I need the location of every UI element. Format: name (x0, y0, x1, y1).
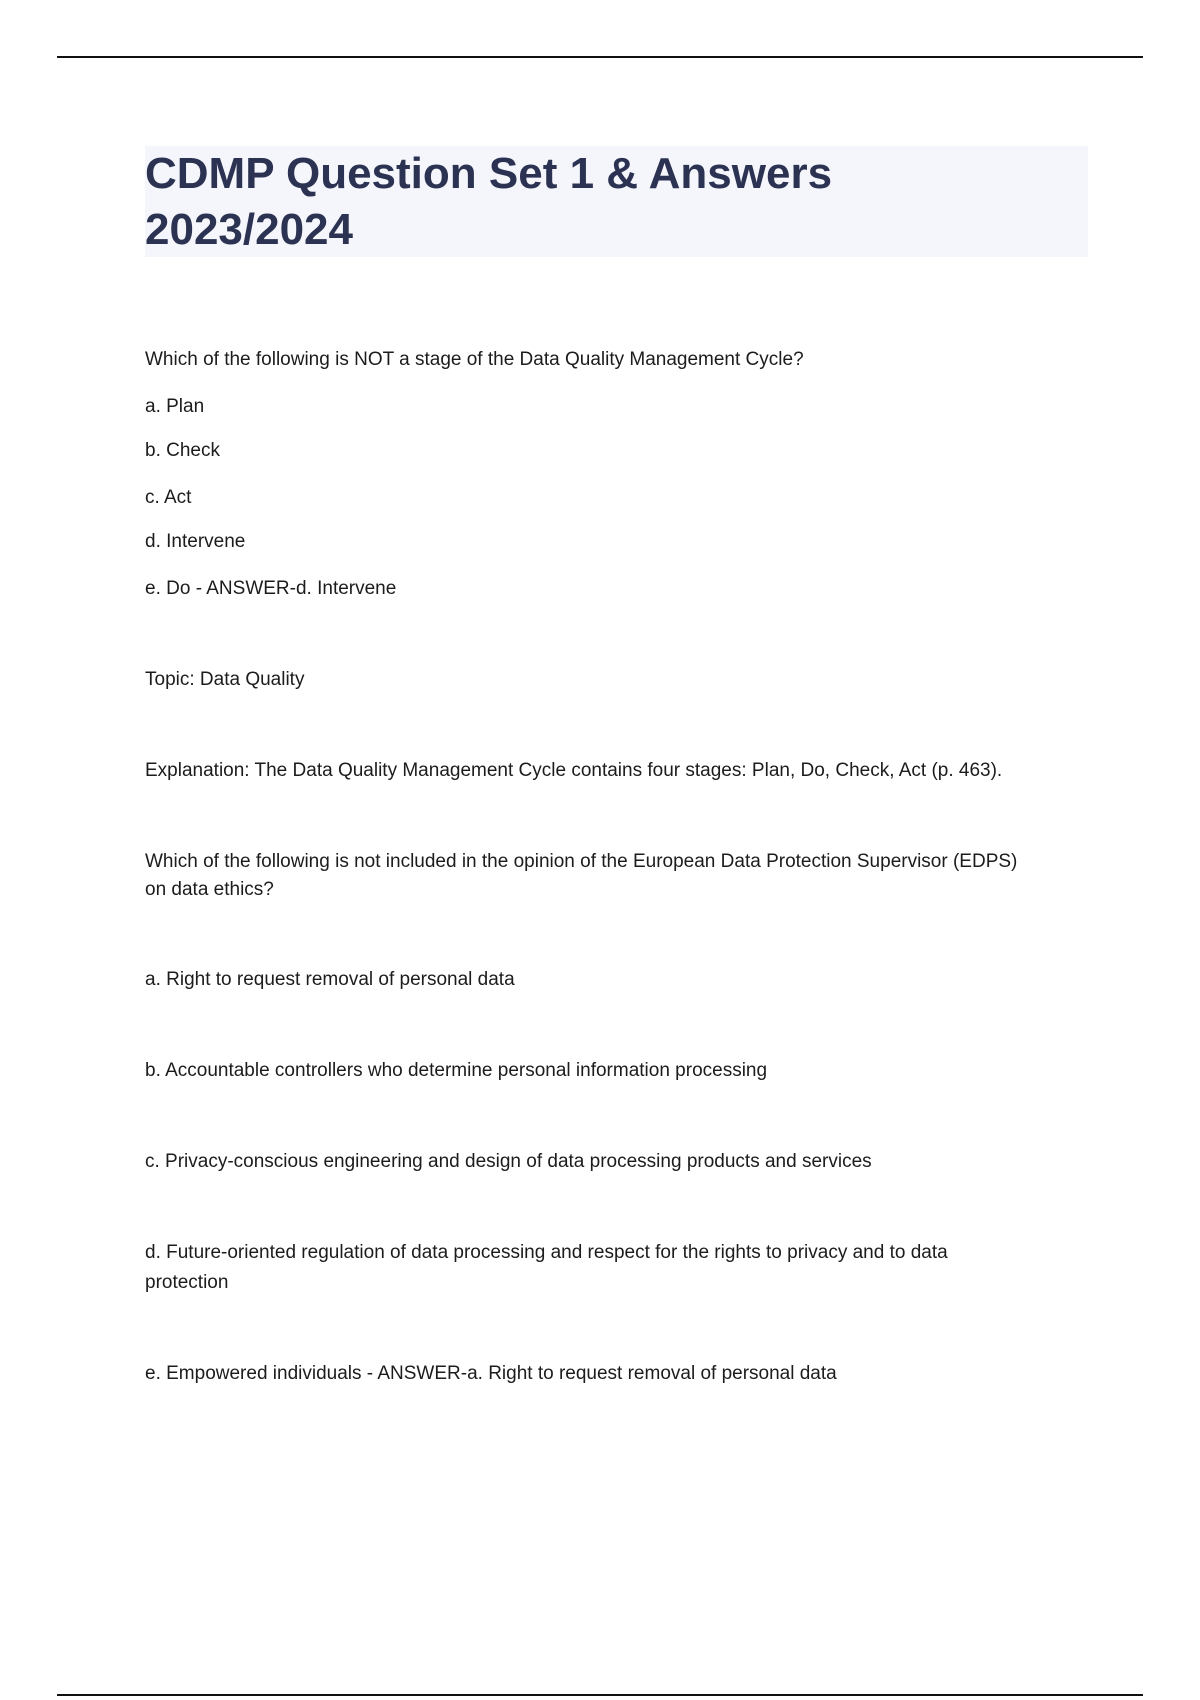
question-2-text-line-2: on data ethics? (145, 879, 274, 900)
title-block (145, 146, 1088, 257)
question-1-text: Which of the following is NOT a stage of the Data Quality Management Cycle? (145, 349, 804, 370)
question-2-option-d-line-2: protection (145, 1272, 229, 1293)
document-title (145, 146, 1088, 258)
question-2-option-e-answer: e. Empowered individuals - ANSWER-a. Right to request removal of personal data (145, 1363, 837, 1384)
question-1-option-c: c. Act (145, 487, 192, 508)
title-line-1: CDMP Question Set 1 & Answers (145, 149, 833, 198)
question-1-explanation: Explanation: The Data Quality Management Cycle contains four stages: Plan, Do, Check, Act (p. 463). (145, 760, 1003, 781)
question-1-topic: Topic: Data Quality (145, 669, 305, 690)
question-2-option-d-line-1: d. Future-oriented regulation of data processing and respect for the rights to privacy and to data (145, 1242, 948, 1263)
question-2-option-a: a. Right to request removal of personal data (145, 969, 515, 990)
bottom-rule (57, 1694, 1143, 1696)
question-2-text-line-1: Which of the following is not included in the opinion of the European Data Protection Supervisor (EDPS) (145, 851, 1018, 872)
question-1-option-e-answer: e. Do - ANSWER-d. Intervene (145, 578, 397, 599)
question-1-option-b: b. Check (145, 440, 220, 461)
title-line-2: 2023/2024 (145, 205, 353, 254)
question-2-option-c: c. Privacy-conscious engineering and design of data processing products and services (145, 1151, 872, 1172)
top-rule (57, 56, 1143, 58)
question-1-option-d: d. Intervene (145, 531, 246, 552)
question-1-option-a: a. Plan (145, 396, 205, 417)
question-2-option-b: b. Accountable controllers who determine personal information processing (145, 1060, 768, 1081)
